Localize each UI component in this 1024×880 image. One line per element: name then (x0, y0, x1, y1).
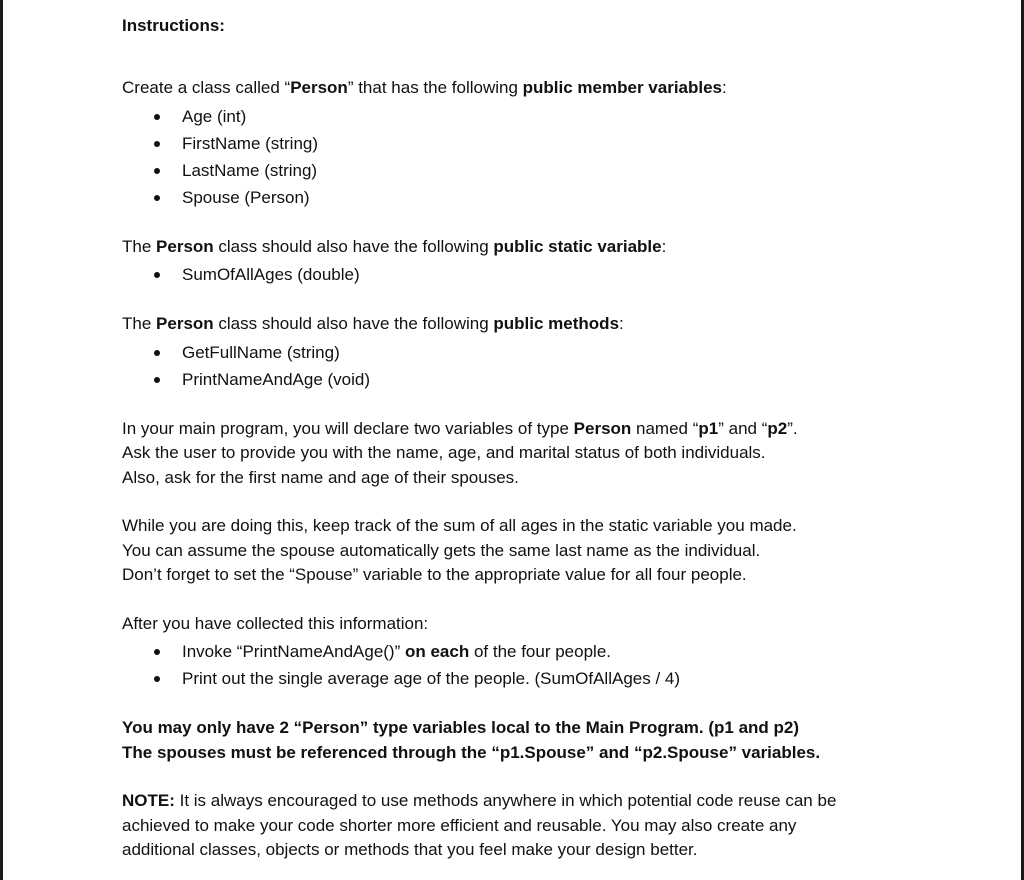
instructions-document (122, 14, 912, 863)
list-item: Invoke “PrintNameAndAge()” on each of the four people. (122, 638, 912, 665)
class-intro: Create a class called “Person” that has the following public member variables: (122, 78, 727, 97)
list-item: GetFullName (string) (122, 339, 912, 366)
list-item: Print out the single average age of the people. (SumOfAllAges / 4) (122, 665, 912, 692)
bullet-icon (154, 272, 160, 278)
bullet-icon (154, 649, 160, 655)
list-item: Age (int) (122, 103, 912, 130)
bullet-icon (154, 195, 160, 201)
note-label: NOTE: (122, 791, 175, 810)
restriction-line-2: The spouses must be referenced through the “p1.Spouse” and “p2.Spouse” variables. (122, 742, 821, 762)
bullet-icon (154, 676, 160, 682)
main-program-line-2: Ask the user to provide you with the name, age, and marital status of both individuals. (122, 443, 766, 462)
note-line-2: achieved to make your code shorter more efficient and reusable. You may also create any (122, 815, 797, 835)
while-line-1: While you are doing this, keep track of the sum of all ages in the static variable you made. (122, 516, 797, 535)
main-program-line-3: Also, ask for the first name and age of their spouses. (122, 467, 519, 487)
after-intro: After you have collected this information: (122, 613, 429, 633)
bullet-icon (154, 114, 160, 120)
methods-list (122, 339, 912, 393)
list-item: LastName (string) (122, 157, 912, 184)
after-list (122, 638, 912, 692)
instructions-heading: Instructions: (122, 16, 225, 35)
bullet-icon (154, 141, 160, 147)
bullet-icon (154, 377, 160, 383)
list-item: SumOfAllAges (double) (122, 261, 912, 288)
while-line-2: You can assume the spouse automatically gets the same last name as the individual. (122, 540, 761, 560)
bullet-icon (154, 168, 160, 174)
static-variables-list (122, 261, 912, 288)
static-intro: The Person class should also have the following public static variable: (122, 236, 667, 256)
bullet-icon (154, 350, 160, 356)
list-item: Spouse (Person) (122, 184, 912, 211)
main-program-line-1: In your main program, you will declare two variables of type Person named “p1” and “p2”. (122, 418, 798, 438)
list-item: FirstName (string) (122, 130, 912, 157)
note-line-3: additional classes, objects or methods that you feel make your design better. (122, 840, 698, 859)
note-line-1: NOTE: It is always encouraged to use methods anywhere in which potential code reuse can be (122, 791, 837, 810)
restriction-line-1: You may only have 2 “Person” type variables local to the Main Program. (p1 and p2) (122, 718, 800, 737)
while-line-3: Don’t forget to set the “Spouse” variable to the appropriate value for all four people. (122, 565, 747, 584)
member-variables-list (122, 103, 912, 211)
list-item: PrintNameAndAge (void) (122, 366, 912, 393)
methods-intro: The Person class should also have the following public methods: (122, 314, 624, 333)
